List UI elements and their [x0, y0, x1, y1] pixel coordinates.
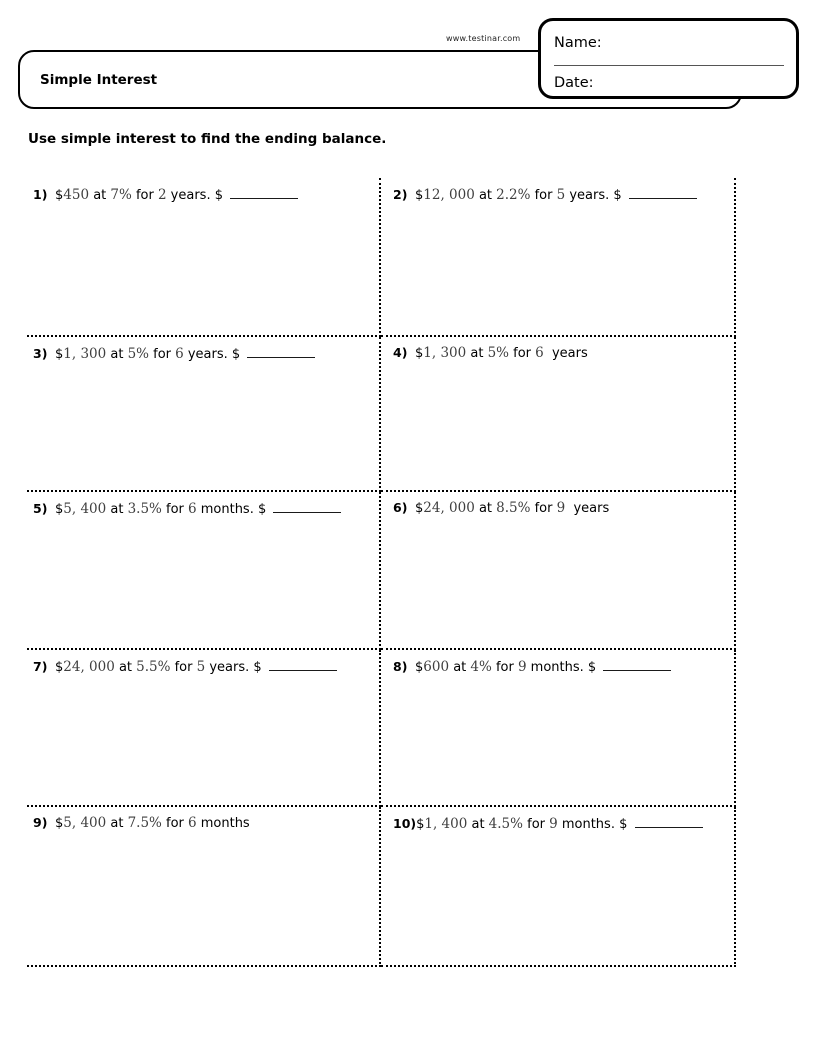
problem-value: 8.5%	[496, 500, 531, 516]
problems-grid	[27, 178, 736, 967]
problem-cell	[27, 807, 381, 967]
problem-cell	[381, 337, 736, 492]
problem-value: 6	[175, 346, 184, 362]
answer-dollar-sign: $	[583, 660, 601, 675]
name-label: Name:	[554, 35, 602, 51]
answer-blank-line	[635, 814, 703, 828]
problem-text: $24, 000 at 5.5% for 5 years. $	[55, 660, 337, 675]
problem-value: 4.5%	[488, 816, 523, 832]
problem-value: 2	[157, 187, 167, 203]
problem-value: 9	[556, 500, 566, 516]
problem-value: 5, 400	[63, 815, 107, 831]
answer-blank-line	[269, 657, 337, 671]
problem-cell	[27, 337, 381, 492]
problem-number: 7)	[33, 659, 48, 674]
problem-value: 24, 000	[423, 500, 475, 516]
problem-value: 1, 400	[424, 816, 468, 832]
answer-blank-line	[629, 185, 697, 199]
problem-cell	[27, 492, 381, 650]
name-date-box	[538, 18, 799, 99]
problem-text: $5, 400 at 3.5% for 6 months. $	[55, 502, 341, 517]
answer-dollar-sign: $	[614, 817, 632, 832]
answer-blank-line	[247, 344, 315, 358]
problem-cell	[27, 650, 381, 807]
answer-dollar-sign: $	[227, 347, 245, 362]
problem-cell	[381, 650, 736, 807]
problem-value: 5	[556, 187, 566, 203]
problem-number: 1)	[33, 187, 48, 202]
website-url: www.testinar.com	[446, 34, 521, 43]
problem-number: 3)	[33, 346, 48, 361]
problem-value: 24, 000	[63, 659, 115, 675]
problem-text: $1, 300 at 5% for 6 years. $	[55, 347, 315, 362]
problem-value: 9	[549, 816, 558, 832]
problem-cell	[381, 492, 736, 650]
problem-value: 1, 300	[423, 345, 467, 361]
problem-value: 3.5%	[127, 501, 162, 517]
problem-cell	[381, 807, 736, 967]
answer-dollar-sign: $	[253, 502, 271, 517]
problem-value: 5	[196, 659, 206, 675]
problem-value: 5.5%	[136, 659, 171, 675]
problem-text: $1, 400 at 4.5% for 9 months. $	[416, 817, 702, 832]
problem-cell	[27, 178, 381, 337]
problem-text: $450 at 7% for 2 years. $	[55, 188, 298, 203]
problem-number: 8)	[393, 659, 408, 674]
problem-text: $600 at 4% for 9 months. $	[415, 660, 671, 675]
name-fill-line	[554, 65, 784, 66]
problem-value: 5%	[127, 346, 149, 362]
answer-blank-line	[603, 657, 671, 671]
answer-dollar-sign: $	[249, 660, 266, 675]
answer-blank-line	[273, 499, 341, 513]
problem-value: 2.2%	[496, 187, 531, 203]
problem-value: 4%	[470, 659, 492, 675]
problem-value: 6	[535, 345, 544, 361]
date-label: Date:	[554, 75, 594, 91]
problem-text: $24, 000 at 8.5% for 9 years	[415, 500, 610, 516]
problem-value: 7%	[110, 187, 132, 203]
problem-number: 4)	[393, 345, 408, 360]
problem-number: 10)	[393, 816, 417, 831]
problem-value: 600	[423, 659, 450, 675]
problem-number: 2)	[393, 187, 408, 202]
problem-value: 5%	[487, 345, 509, 361]
problem-value: 9	[517, 659, 527, 675]
problem-text: $5, 400 at 7.5% for 6 months	[55, 815, 250, 831]
problem-number: 5)	[33, 501, 48, 516]
problem-text: $12, 000 at 2.2% for 5 years. $	[415, 188, 697, 203]
answer-blank-line	[230, 185, 298, 199]
instruction-text: Use simple interest to find the ending balance.	[28, 131, 387, 147]
page-title: Simple Interest	[40, 71, 158, 88]
problem-number: 9)	[33, 815, 48, 830]
problem-number: 6)	[393, 500, 408, 515]
answer-dollar-sign: $	[210, 188, 228, 203]
problem-value: 6	[188, 815, 197, 831]
problem-value: 1, 300	[63, 346, 107, 362]
problem-cell	[381, 178, 736, 337]
problem-value: 6	[188, 501, 197, 517]
problem-text: $1, 300 at 5% for 6 years	[415, 345, 588, 361]
problem-value: 5, 400	[63, 501, 107, 517]
problem-value: 12, 000	[423, 187, 475, 203]
problem-value: 450	[63, 187, 90, 203]
problem-value: 7.5%	[127, 815, 162, 831]
answer-dollar-sign: $	[609, 188, 626, 203]
